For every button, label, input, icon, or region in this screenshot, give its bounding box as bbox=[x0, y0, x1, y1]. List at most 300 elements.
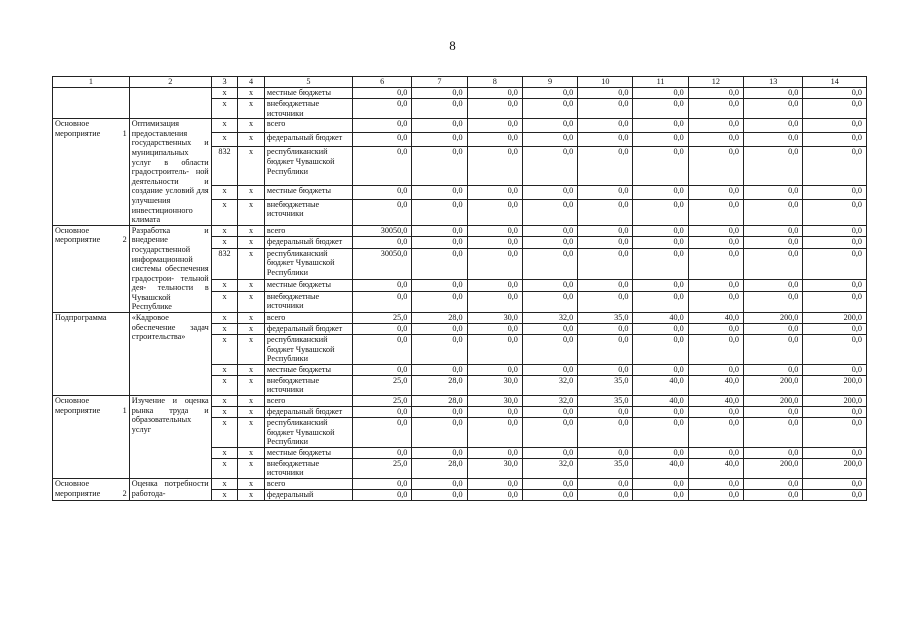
value-cell: 0,0 bbox=[467, 147, 522, 185]
code-cell: x bbox=[211, 88, 238, 99]
table-row bbox=[53, 396, 867, 407]
value-cell: 200,0 bbox=[803, 375, 867, 395]
value-cell: 0,0 bbox=[688, 280, 743, 292]
value-cell: 0,0 bbox=[412, 324, 467, 335]
measure-description-cell: Оценка потребности работода- bbox=[129, 479, 211, 501]
value-cell: 0,0 bbox=[744, 133, 803, 147]
value-cell: 40,0 bbox=[688, 396, 743, 407]
value-cell: 0,0 bbox=[352, 490, 411, 501]
page-number: 8 bbox=[449, 38, 456, 53]
value-cell: 0,0 bbox=[633, 447, 688, 458]
funding-source-cell: внебюджетные источники bbox=[264, 458, 352, 478]
value-cell: 0,0 bbox=[467, 291, 522, 312]
value-cell: 0,0 bbox=[467, 479, 522, 490]
value-cell: 0,0 bbox=[522, 248, 577, 279]
value-cell: 0,0 bbox=[522, 237, 577, 249]
code-cell: x bbox=[238, 291, 265, 312]
code-cell: x bbox=[211, 447, 238, 458]
measure-description-cell: Изучение и оценка рынка труда и образовательных услуг bbox=[129, 396, 211, 479]
value-cell: 200,0 bbox=[744, 313, 803, 324]
value-cell: 25,0 bbox=[352, 458, 411, 478]
value-cell: 0,0 bbox=[633, 119, 688, 133]
value-cell: 0,0 bbox=[578, 225, 633, 237]
header-cell: 9 bbox=[522, 77, 577, 88]
value-cell: 0,0 bbox=[744, 364, 803, 375]
value-cell: 0,0 bbox=[412, 335, 467, 365]
value-cell: 0,0 bbox=[803, 490, 867, 501]
value-cell: 0,0 bbox=[803, 447, 867, 458]
value-cell: 0,0 bbox=[467, 185, 522, 199]
value-cell: 0,0 bbox=[633, 133, 688, 147]
value-cell: 0,0 bbox=[467, 490, 522, 501]
code-cell: x bbox=[211, 396, 238, 407]
value-cell: 32,0 bbox=[522, 375, 577, 395]
value-cell: 0,0 bbox=[578, 99, 633, 119]
value-cell: 0,0 bbox=[803, 88, 867, 99]
measure-description-cell: Разработка и внедрение государственной информационной системы обеспечения градострои- тельной дея- тельности в Чувашской Республике bbox=[129, 225, 211, 312]
value-cell: 0,0 bbox=[578, 147, 633, 185]
code-cell: 832 bbox=[211, 248, 238, 279]
value-cell: 0,0 bbox=[803, 291, 867, 312]
code-cell: x bbox=[211, 99, 238, 119]
value-cell: 0,0 bbox=[688, 418, 743, 448]
code-cell: x bbox=[211, 458, 238, 478]
value-cell: 0,0 bbox=[578, 418, 633, 448]
code-cell: x bbox=[238, 324, 265, 335]
header-cell: 10 bbox=[578, 77, 633, 88]
code-cell: x bbox=[211, 237, 238, 249]
value-cell: 0,0 bbox=[522, 291, 577, 312]
value-cell: 0,0 bbox=[803, 119, 867, 133]
value-cell: 0,0 bbox=[688, 364, 743, 375]
code-cell: x bbox=[211, 133, 238, 147]
value-cell: 0,0 bbox=[688, 225, 743, 237]
code-cell: x bbox=[238, 375, 265, 395]
value-cell: 0,0 bbox=[633, 199, 688, 225]
code-cell: x bbox=[211, 479, 238, 490]
value-cell: 0,0 bbox=[352, 407, 411, 418]
value-cell: 0,0 bbox=[522, 407, 577, 418]
value-cell: 0,0 bbox=[633, 479, 688, 490]
value-cell: 0,0 bbox=[412, 133, 467, 147]
code-cell: x bbox=[211, 418, 238, 448]
funding-source-cell: республиканский бюджет Чувашской Республики bbox=[264, 335, 352, 365]
value-cell: 0,0 bbox=[578, 291, 633, 312]
code-cell: x bbox=[211, 324, 238, 335]
funding-source-cell: федеральный bbox=[264, 490, 352, 501]
value-cell: 0,0 bbox=[352, 479, 411, 490]
value-cell: 30,0 bbox=[467, 375, 522, 395]
funding-source-cell: федеральный бюджет bbox=[264, 133, 352, 147]
value-cell: 0,0 bbox=[688, 291, 743, 312]
value-cell: 0,0 bbox=[633, 335, 688, 365]
code-cell: x bbox=[238, 364, 265, 375]
value-cell: 40,0 bbox=[688, 375, 743, 395]
value-cell: 0,0 bbox=[633, 364, 688, 375]
value-cell: 0,0 bbox=[744, 185, 803, 199]
value-cell: 200,0 bbox=[744, 458, 803, 478]
value-cell: 0,0 bbox=[522, 119, 577, 133]
funding-source-cell: внебюджетные источники bbox=[264, 199, 352, 225]
value-cell: 0,0 bbox=[412, 119, 467, 133]
value-cell: 0,0 bbox=[803, 147, 867, 185]
code-cell: x bbox=[211, 291, 238, 312]
value-cell: 0,0 bbox=[744, 280, 803, 292]
value-cell: 0,0 bbox=[578, 479, 633, 490]
funding-source-cell: всего bbox=[264, 313, 352, 324]
value-cell: 32,0 bbox=[522, 458, 577, 478]
value-cell: 0,0 bbox=[412, 99, 467, 119]
value-cell: 0,0 bbox=[522, 447, 577, 458]
value-cell: 0,0 bbox=[522, 490, 577, 501]
code-cell: x bbox=[238, 335, 265, 365]
measure-description-cell: «Кадровое обеспечение задач строительства» bbox=[129, 313, 211, 396]
value-cell: 0,0 bbox=[467, 199, 522, 225]
value-cell: 40,0 bbox=[688, 458, 743, 478]
value-cell: 0,0 bbox=[467, 335, 522, 365]
value-cell: 0,0 bbox=[633, 99, 688, 119]
funding-source-cell: местные бюджеты bbox=[264, 364, 352, 375]
value-cell: 0,0 bbox=[688, 237, 743, 249]
value-cell: 0,0 bbox=[633, 248, 688, 279]
value-cell: 0,0 bbox=[688, 479, 743, 490]
value-cell: 0,0 bbox=[744, 335, 803, 365]
value-cell: 0,0 bbox=[633, 324, 688, 335]
value-cell: 0,0 bbox=[633, 237, 688, 249]
measure-name-cell: Основное мероприятие 1 bbox=[53, 119, 130, 226]
header-cell: 1 bbox=[53, 77, 130, 88]
value-cell: 0,0 bbox=[744, 479, 803, 490]
value-cell: 0,0 bbox=[578, 280, 633, 292]
value-cell: 0,0 bbox=[467, 324, 522, 335]
code-cell: x bbox=[238, 418, 265, 448]
value-cell: 0,0 bbox=[688, 447, 743, 458]
value-cell: 0,0 bbox=[352, 133, 411, 147]
value-cell: 0,0 bbox=[744, 99, 803, 119]
measure-name-cell: Основное мероприятие 2 bbox=[53, 479, 130, 501]
table-row bbox=[53, 225, 867, 237]
funding-source-cell: республиканский бюджет Чувашской Республики bbox=[264, 147, 352, 185]
code-cell: x bbox=[211, 313, 238, 324]
value-cell: 0,0 bbox=[744, 119, 803, 133]
value-cell: 0,0 bbox=[633, 88, 688, 99]
header-cell: 12 bbox=[688, 77, 743, 88]
value-cell: 0,0 bbox=[522, 185, 577, 199]
funding-source-cell: федеральный бюджет bbox=[264, 407, 352, 418]
value-cell: 0,0 bbox=[803, 237, 867, 249]
code-cell: x bbox=[211, 375, 238, 395]
value-cell: 32,0 bbox=[522, 396, 577, 407]
value-cell: 0,0 bbox=[744, 225, 803, 237]
header-cell: 2 bbox=[129, 77, 211, 88]
code-cell: x bbox=[238, 479, 265, 490]
value-cell: 0,0 bbox=[744, 490, 803, 501]
value-cell: 0,0 bbox=[578, 248, 633, 279]
value-cell: 0,0 bbox=[744, 199, 803, 225]
value-cell: 0,0 bbox=[467, 99, 522, 119]
code-cell: x bbox=[211, 280, 238, 292]
value-cell: 30050,0 bbox=[352, 225, 411, 237]
funding-source-cell: всего bbox=[264, 225, 352, 237]
value-cell: 0,0 bbox=[412, 291, 467, 312]
code-cell: x bbox=[238, 225, 265, 237]
code-cell: x bbox=[211, 185, 238, 199]
value-cell: 200,0 bbox=[803, 313, 867, 324]
value-cell: 0,0 bbox=[578, 490, 633, 501]
code-cell: x bbox=[238, 99, 265, 119]
value-cell: 0,0 bbox=[412, 248, 467, 279]
value-cell: 0,0 bbox=[744, 407, 803, 418]
value-cell: 0,0 bbox=[352, 99, 411, 119]
value-cell: 0,0 bbox=[352, 447, 411, 458]
code-cell: 832 bbox=[211, 147, 238, 185]
value-cell: 0,0 bbox=[412, 237, 467, 249]
funding-source-cell: республиканский бюджет Чувашской Республики bbox=[264, 248, 352, 279]
value-cell: 0,0 bbox=[803, 280, 867, 292]
value-cell: 0,0 bbox=[412, 185, 467, 199]
value-cell: 0,0 bbox=[803, 133, 867, 147]
code-cell: x bbox=[238, 185, 265, 199]
value-cell: 0,0 bbox=[412, 280, 467, 292]
value-cell: 0,0 bbox=[744, 248, 803, 279]
value-cell: 0,0 bbox=[633, 225, 688, 237]
table-row bbox=[53, 88, 867, 99]
code-cell: x bbox=[238, 490, 265, 501]
value-cell: 0,0 bbox=[688, 133, 743, 147]
value-cell: 0,0 bbox=[578, 133, 633, 147]
value-cell: 0,0 bbox=[688, 490, 743, 501]
measure-description-cell: Оптимизация предоставления государственных и муниципальных услуг в области градостроитель- ной деятельности и создание условий для улучшения инвестиционного климата bbox=[129, 119, 211, 226]
header-cell: 14 bbox=[803, 77, 867, 88]
measure-name-cell: Основное мероприятие 2 bbox=[53, 225, 130, 312]
table-row bbox=[53, 313, 867, 324]
funding-source-cell: всего bbox=[264, 396, 352, 407]
code-cell: x bbox=[238, 458, 265, 478]
value-cell: 0,0 bbox=[578, 199, 633, 225]
value-cell: 0,0 bbox=[688, 199, 743, 225]
value-cell: 0,0 bbox=[633, 490, 688, 501]
value-cell: 0,0 bbox=[688, 147, 743, 185]
value-cell: 30050,0 bbox=[352, 248, 411, 279]
value-cell: 0,0 bbox=[803, 199, 867, 225]
value-cell: 0,0 bbox=[352, 418, 411, 448]
value-cell: 0,0 bbox=[744, 447, 803, 458]
code-cell: x bbox=[238, 199, 265, 225]
value-cell: 0,0 bbox=[633, 407, 688, 418]
value-cell: 0,0 bbox=[412, 479, 467, 490]
code-cell: x bbox=[238, 237, 265, 249]
value-cell: 0,0 bbox=[803, 364, 867, 375]
code-cell: x bbox=[238, 248, 265, 279]
value-cell: 0,0 bbox=[352, 147, 411, 185]
funding-source-cell: внебюджетные источники bbox=[264, 375, 352, 395]
value-cell: 25,0 bbox=[352, 396, 411, 407]
value-cell: 30,0 bbox=[467, 458, 522, 478]
code-cell: x bbox=[238, 119, 265, 133]
header-cell: 3 bbox=[211, 77, 238, 88]
code-cell: x bbox=[211, 335, 238, 365]
code-cell: x bbox=[211, 407, 238, 418]
value-cell: 0,0 bbox=[412, 407, 467, 418]
funding-source-cell: местные бюджеты bbox=[264, 88, 352, 99]
value-cell: 0,0 bbox=[688, 324, 743, 335]
budget-table bbox=[52, 76, 867, 501]
table-row bbox=[53, 479, 867, 490]
value-cell: 0,0 bbox=[578, 237, 633, 249]
header-row bbox=[53, 77, 867, 88]
header-cell: 8 bbox=[467, 77, 522, 88]
value-cell: 0,0 bbox=[522, 147, 577, 185]
measure-name-cell: Подпрограмма bbox=[53, 313, 130, 396]
value-cell: 200,0 bbox=[744, 375, 803, 395]
value-cell: 0,0 bbox=[522, 335, 577, 365]
value-cell: 0,0 bbox=[467, 225, 522, 237]
value-cell: 28,0 bbox=[412, 396, 467, 407]
value-cell: 35,0 bbox=[578, 313, 633, 324]
value-cell: 28,0 bbox=[412, 313, 467, 324]
value-cell: 35,0 bbox=[578, 396, 633, 407]
value-cell: 0,0 bbox=[412, 418, 467, 448]
value-cell: 0,0 bbox=[522, 364, 577, 375]
value-cell: 0,0 bbox=[412, 147, 467, 185]
code-cell: x bbox=[238, 133, 265, 147]
value-cell: 0,0 bbox=[688, 248, 743, 279]
value-cell: 200,0 bbox=[744, 396, 803, 407]
value-cell: 0,0 bbox=[412, 88, 467, 99]
code-cell: x bbox=[238, 447, 265, 458]
value-cell: 25,0 bbox=[352, 375, 411, 395]
value-cell: 25,0 bbox=[352, 313, 411, 324]
value-cell: 0,0 bbox=[352, 199, 411, 225]
funding-source-cell: федеральный бюджет bbox=[264, 324, 352, 335]
code-cell: x bbox=[238, 88, 265, 99]
value-cell: 0,0 bbox=[467, 119, 522, 133]
value-cell: 0,0 bbox=[412, 447, 467, 458]
value-cell: 40,0 bbox=[633, 313, 688, 324]
funding-source-cell: всего bbox=[264, 119, 352, 133]
value-cell: 0,0 bbox=[467, 237, 522, 249]
value-cell: 30,0 bbox=[467, 313, 522, 324]
value-cell: 0,0 bbox=[578, 407, 633, 418]
value-cell: 0,0 bbox=[803, 248, 867, 279]
funding-source-cell: всего bbox=[264, 479, 352, 490]
value-cell: 0,0 bbox=[352, 185, 411, 199]
value-cell: 0,0 bbox=[803, 324, 867, 335]
value-cell: 0,0 bbox=[803, 225, 867, 237]
value-cell: 0,0 bbox=[803, 185, 867, 199]
value-cell: 0,0 bbox=[578, 185, 633, 199]
value-cell: 200,0 bbox=[803, 396, 867, 407]
value-cell: 0,0 bbox=[633, 147, 688, 185]
funding-source-cell: местные бюджеты bbox=[264, 280, 352, 292]
value-cell: 0,0 bbox=[352, 364, 411, 375]
value-cell: 35,0 bbox=[578, 375, 633, 395]
value-cell: 0,0 bbox=[744, 291, 803, 312]
value-cell: 0,0 bbox=[352, 88, 411, 99]
value-cell: 0,0 bbox=[688, 185, 743, 199]
code-cell: x bbox=[238, 396, 265, 407]
value-cell: 0,0 bbox=[522, 199, 577, 225]
value-cell: 0,0 bbox=[803, 479, 867, 490]
value-cell: 0,0 bbox=[522, 418, 577, 448]
value-cell: 28,0 bbox=[412, 375, 467, 395]
value-cell: 0,0 bbox=[578, 88, 633, 99]
code-cell: x bbox=[211, 199, 238, 225]
value-cell: 0,0 bbox=[522, 479, 577, 490]
code-cell: x bbox=[238, 407, 265, 418]
header-cell: 4 bbox=[238, 77, 265, 88]
code-cell: x bbox=[211, 490, 238, 501]
value-cell: 0,0 bbox=[744, 324, 803, 335]
value-cell: 0,0 bbox=[578, 335, 633, 365]
value-cell: 0,0 bbox=[467, 280, 522, 292]
value-cell: 0,0 bbox=[412, 490, 467, 501]
value-cell: 0,0 bbox=[578, 447, 633, 458]
funding-source-cell: республиканский бюджет Чувашской Республики bbox=[264, 418, 352, 448]
header-cell: 11 bbox=[633, 77, 688, 88]
value-cell: 0,0 bbox=[467, 418, 522, 448]
measure-name-cell: Основное мероприятие 1 bbox=[53, 396, 130, 479]
value-cell: 0,0 bbox=[467, 133, 522, 147]
value-cell: 40,0 bbox=[633, 396, 688, 407]
value-cell: 0,0 bbox=[467, 88, 522, 99]
value-cell: 0,0 bbox=[688, 335, 743, 365]
value-cell: 200,0 bbox=[803, 458, 867, 478]
value-cell: 0,0 bbox=[633, 291, 688, 312]
header-cell: 6 bbox=[352, 77, 411, 88]
value-cell: 0,0 bbox=[578, 119, 633, 133]
value-cell: 40,0 bbox=[688, 313, 743, 324]
value-cell: 0,0 bbox=[467, 447, 522, 458]
value-cell: 0,0 bbox=[744, 88, 803, 99]
value-cell: 0,0 bbox=[803, 335, 867, 365]
header-cell: 5 bbox=[264, 77, 352, 88]
value-cell: 0,0 bbox=[688, 119, 743, 133]
value-cell: 0,0 bbox=[352, 291, 411, 312]
header-cell: 13 bbox=[744, 77, 803, 88]
value-cell: 0,0 bbox=[744, 418, 803, 448]
value-cell: 0,0 bbox=[522, 99, 577, 119]
value-cell: 0,0 bbox=[522, 324, 577, 335]
value-cell: 0,0 bbox=[633, 185, 688, 199]
measure-description-cell bbox=[129, 88, 211, 119]
value-cell: 40,0 bbox=[633, 458, 688, 478]
funding-source-cell: местные бюджеты bbox=[264, 185, 352, 199]
table-row bbox=[53, 119, 867, 133]
value-cell: 0,0 bbox=[803, 418, 867, 448]
code-cell: x bbox=[238, 280, 265, 292]
value-cell: 0,0 bbox=[522, 225, 577, 237]
value-cell: 0,0 bbox=[467, 407, 522, 418]
value-cell: 0,0 bbox=[633, 280, 688, 292]
value-cell: 0,0 bbox=[688, 407, 743, 418]
value-cell: 0,0 bbox=[522, 133, 577, 147]
code-cell: x bbox=[238, 147, 265, 185]
value-cell: 0,0 bbox=[578, 324, 633, 335]
code-cell: x bbox=[211, 225, 238, 237]
funding-source-cell: внебюджетные источники bbox=[264, 291, 352, 312]
value-cell: 0,0 bbox=[412, 199, 467, 225]
value-cell: 0,0 bbox=[744, 147, 803, 185]
value-cell: 0,0 bbox=[803, 99, 867, 119]
funding-source-cell: местные бюджеты bbox=[264, 447, 352, 458]
value-cell: 32,0 bbox=[522, 313, 577, 324]
value-cell: 0,0 bbox=[352, 280, 411, 292]
code-cell: x bbox=[211, 364, 238, 375]
value-cell: 0,0 bbox=[467, 248, 522, 279]
table-body bbox=[53, 88, 867, 501]
value-cell: 0,0 bbox=[522, 88, 577, 99]
